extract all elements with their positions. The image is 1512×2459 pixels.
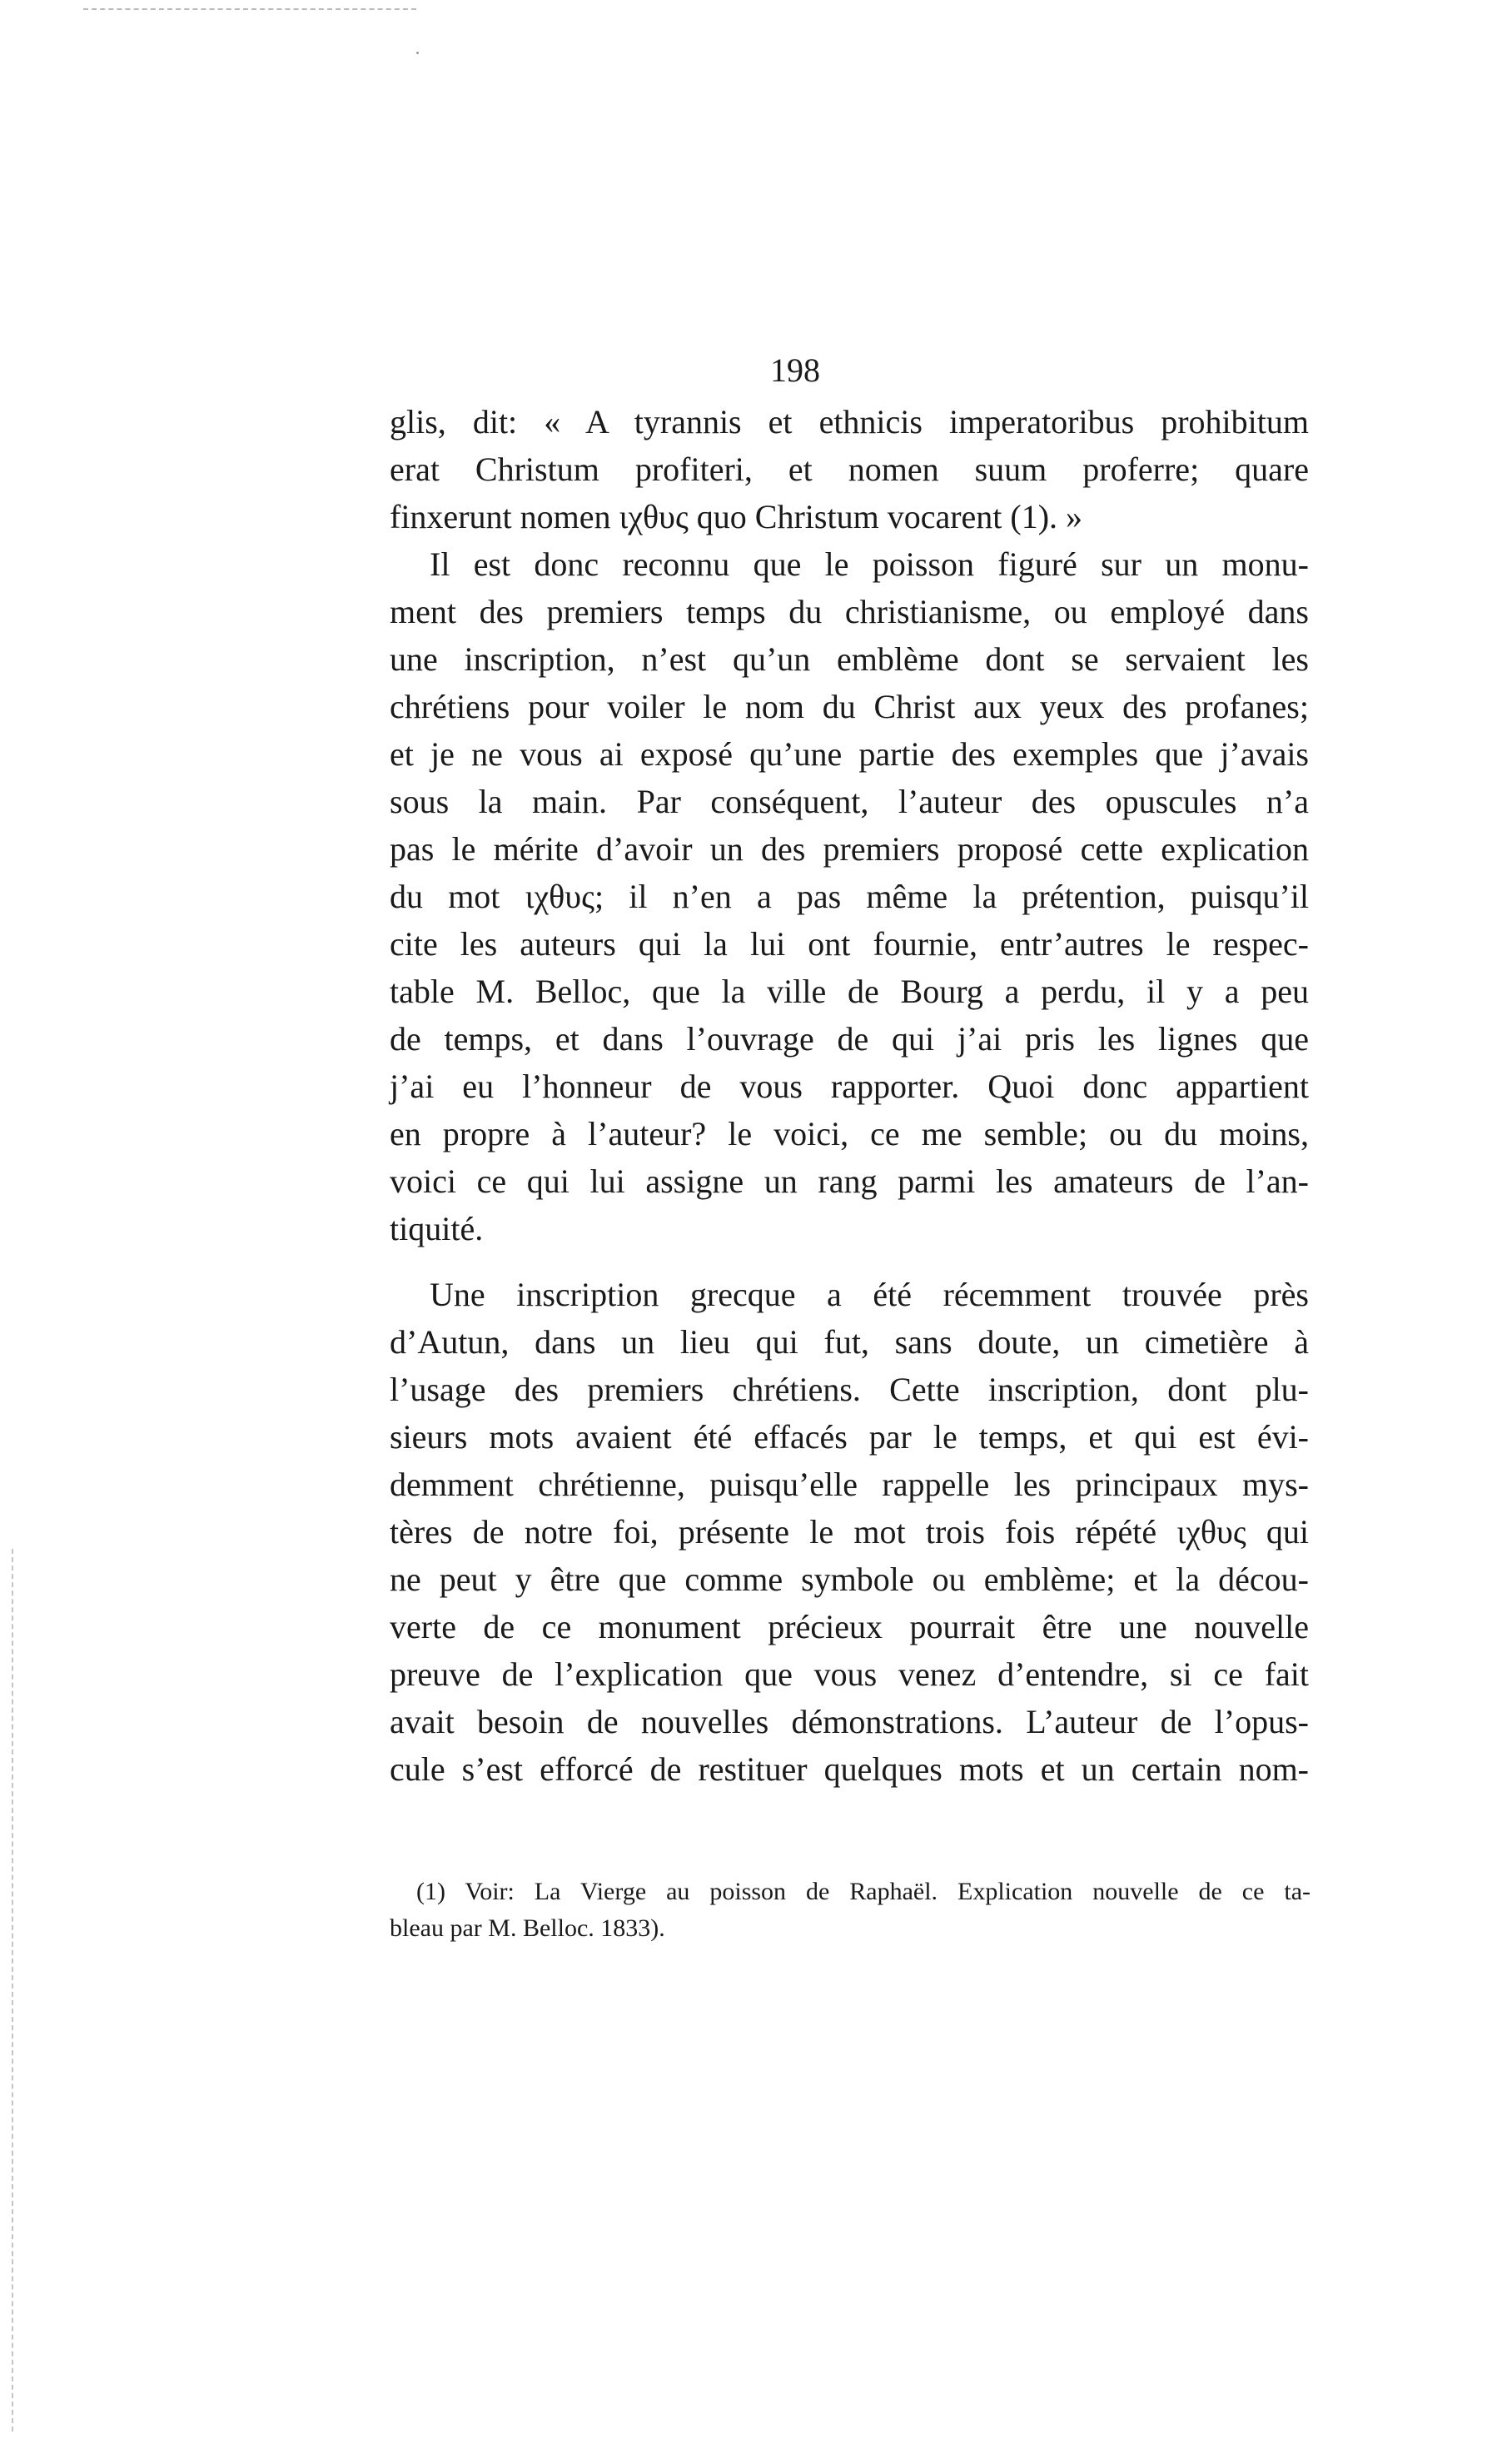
text-line: de temps, et dans l’ouvrage de qui j’ai pris les lignes que: [390, 1020, 1309, 1058]
text-line: l’usage des premiers chrétiens. Cette inscription, dont plu-: [390, 1371, 1309, 1408]
text-line: verte de ce monument précieux pourrait être une nouvelle: [390, 1608, 1309, 1645]
text-line: avait besoin de nouvelles démonstrations. L’auteur de l’opus-: [390, 1703, 1309, 1740]
text-line: preuve de l’explication que vous venez d’entendre, si ce fait: [390, 1655, 1309, 1693]
footnote-line: bleau par M. Belloc. 1833).: [390, 1914, 665, 1942]
scan-border-mark: [83, 8, 416, 10]
scan-speck: [416, 52, 419, 54]
text-line: Il est donc reconnu que le poisson figuré sur un monu-: [430, 545, 1309, 583]
text-line: sieurs mots avaient été effacés par le temps, et qui est évi-: [390, 1418, 1309, 1456]
page-number: 198: [770, 351, 820, 389]
footnotes: [390, 1874, 1311, 1947]
text-line: Une inscription grecque a été récemment trouvée près: [430, 1276, 1309, 1313]
text-line: du mot ιχθυς; il n’en a pas même la prétention, puisqu’il: [390, 878, 1309, 915]
text-line: tères de notre foi, présente le mot trois fois répété ιχθυς qui: [390, 1513, 1309, 1551]
text-line: d’Autun, dans un lieu qui fut, sans doute, un cimetière à: [390, 1323, 1309, 1361]
text-line: j’ai eu l’honneur de vous rapporter. Quoi donc appartient: [390, 1068, 1309, 1105]
text-line: table M. Belloc, que la ville de Bourg a perdu, il y a peu: [390, 973, 1309, 1010]
scan-edge-mark: [12, 1549, 13, 2432]
text-line: une inscription, n’est qu’un emblème dont se servaient les: [390, 640, 1309, 678]
text-line: glis, dit: « A tyrannis et ethnicis imperatoribus prohibitum: [390, 403, 1309, 441]
text-line: cule s’est efforcé de restituer quelques mots et un certain nom-: [390, 1750, 1309, 1788]
text-line: sous la main. Par conséquent, l’auteur des opuscules n’a: [390, 783, 1309, 820]
footnote-line: (1) Voir: La Vierge au poisson de Raphaël. Explication nouvelle de ce ta-: [416, 1878, 1311, 1905]
text-line: erat Christum profiteri, et nomen suum proferre; quare: [390, 450, 1309, 488]
text-line: et je ne vous ai exposé qu’une partie des exemples que j’avais: [390, 735, 1309, 773]
text-line: pas le mérite d’avoir un des premiers proposé cette explication: [390, 830, 1309, 868]
body-text: [390, 398, 1309, 1793]
text-line: ment des premiers temps du christianisme, ou employé dans: [390, 593, 1309, 630]
text-line: en propre à l’auteur? le voici, ce me semble; ou du moins,: [390, 1115, 1309, 1152]
text-line: voici ce qui lui assigne un rang parmi les amateurs de l’an-: [390, 1162, 1309, 1200]
text-line: tiquité.: [390, 1210, 484, 1247]
text-line: cite les auteurs qui la lui ont fournie, entr’autres le respec-: [390, 925, 1309, 963]
text-line: demment chrétienne, puisqu’elle rappelle les principaux mys-: [390, 1466, 1309, 1503]
text-line: chrétiens pour voiler le nom du Christ aux yeux des profanes;: [390, 688, 1309, 725]
text-line: ne peut y être que comme symbole ou emblème; et la décou-: [390, 1561, 1309, 1598]
paragraph-gap: [390, 1252, 1309, 1271]
text-line: finxerunt nomen ιχθυς quo Christum vocarent (1). »: [390, 498, 1083, 535]
